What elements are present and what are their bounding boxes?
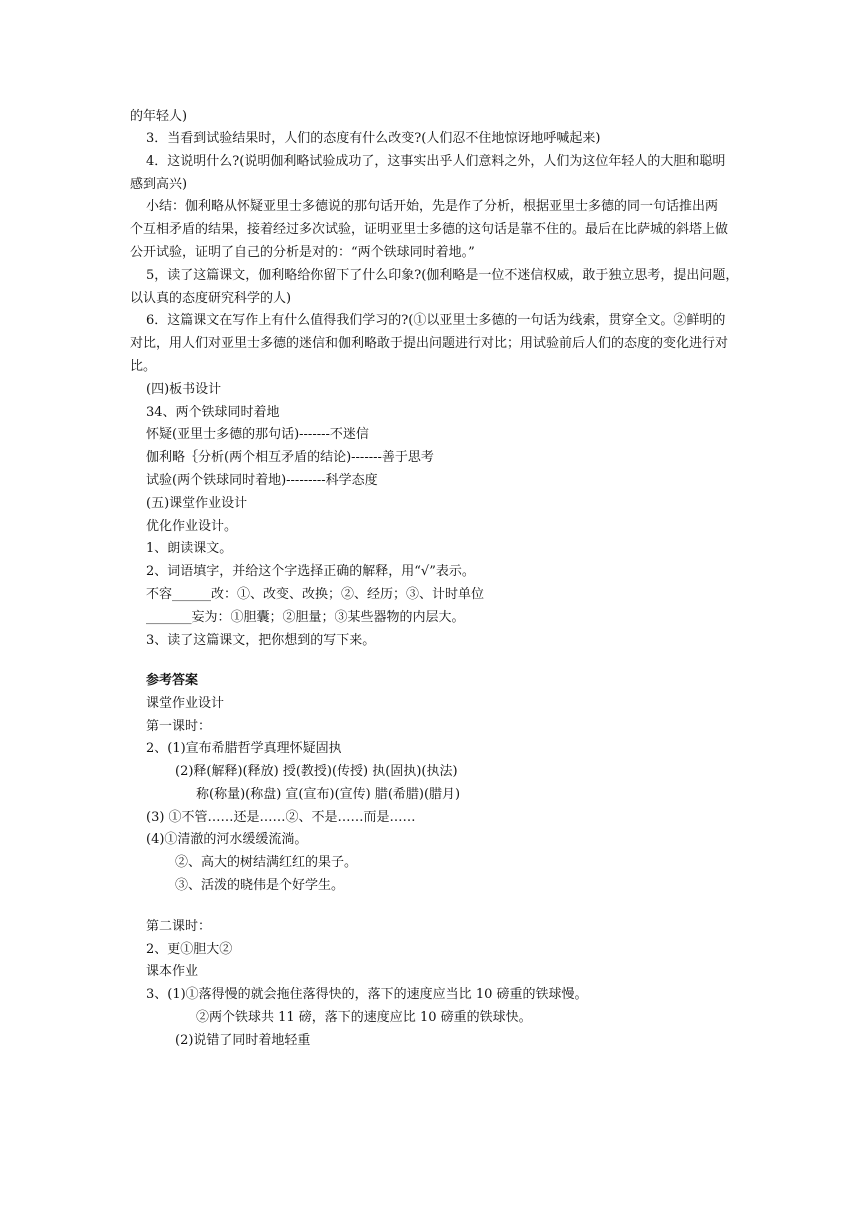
answer-line: ②、高大的树结满红红的果子。 [175, 855, 358, 870]
text-line: 第一课时： [146, 719, 212, 734]
answer-line: (4)①清澈的河水缓缓流淌。 [146, 832, 308, 847]
section-heading: (五)课堂作业设计 [146, 496, 248, 511]
answer-line: (2)释(解释)(释放) 授(教授)(传授) 执(固执)(执法) [175, 764, 458, 779]
board-line: 试验(两个铁球同时着地)---------科学态度 [146, 473, 378, 488]
answer-line: (2)说错了同时着地轻重 [175, 1033, 311, 1048]
board-line: 伽利略｛分析(两个相互矛盾的结论)-------善于思考 [146, 450, 434, 465]
exercise-line: 不容______改：①、改变、改换；②、经历；③、计时单位 [146, 587, 485, 602]
exercise-item: 1、朗读课文。 [146, 541, 233, 556]
text-line: 的年轻人) [130, 109, 188, 124]
exercise-line: _______妄为：①胆囊；②胆量；③某些器物的内层大。 [146, 610, 465, 625]
board-title: 34、两个铁球同时着地 [146, 405, 280, 420]
answer-line: 2、(1)宣布希腊哲学真理怀疑固执 [146, 741, 342, 756]
text-line: 感到高兴) [130, 177, 188, 192]
text-line: 以认真的态度研究科学的人) [130, 291, 292, 306]
question-3: 3．当看到试验结果时，人们的态度有什么改变?(人们忍不住地惊讶地呼喊起来) [146, 131, 601, 146]
text-line: 第二课时： [146, 919, 212, 934]
question-4: 4．这说明什么?(说明伽利略试验成功了，这事实出乎人们意料之外，人们为这位年轻人的大胆和聪明 [146, 154, 726, 169]
summary-line: 公开试验，证明了自己的分析是对的：“两个铁球同时着地。” [130, 245, 475, 260]
answer-line: 2、更①胆大② [146, 942, 233, 957]
section-heading: (四)板书设计 [146, 382, 222, 397]
question-5: 5，读了这篇课文，伽利略给你留下了什么印象?(伽利略是一位不迷信权威，敢于独立思考，提出问题， [146, 268, 739, 283]
text-line: 课堂作业设计 [146, 696, 225, 711]
text-line: 对比，用人们对亚里士多德的迷信和伽利略敢于提出问题进行对比；用试验前后人们的态度的变化进行对 [130, 336, 729, 351]
question-6: 6．这篇课文在写作上有什么值得我们学习的?(①以亚里士多德的一句话为线索，贯穿全文。②鲜明的 [146, 313, 726, 328]
summary-line: 个互相矛盾的结果，接着经过多次试验，证明亚里士多德的这句话是靠不住的。最后在比萨城的斜塔上做 [130, 222, 729, 237]
exercise-item: 3、读了这篇课文，把你想到的写下来。 [146, 633, 376, 648]
text-line: 优化作业设计。 [146, 519, 238, 534]
exercise-item: 2、词语填字，并给这个字选择正确的解释，用“√”表示。 [146, 564, 475, 579]
answers-heading: 参考答案 [146, 673, 199, 688]
answer-line: ③、活泼的晓伟是个好学生。 [175, 878, 345, 893]
summary-line: 小结：伽利略从怀疑亚里士多德说的那句话开始，先是作了分析，根据亚里士多德的同一句话推出两 [146, 199, 719, 214]
text-line: 比。 [130, 359, 157, 374]
answer-line: ②两个铁球共 11 磅，落下的速度应比 10 磅重的铁球快。 [196, 1010, 532, 1025]
answer-line: 称(称量)(称盘) 宣(宣布)(宣传) 腊(希腊)(腊月) [196, 787, 461, 802]
board-line: 怀疑(亚里士多德的那句话)-------不迷信 [146, 427, 369, 442]
answer-line: (3) ①不管……还是……②、不是……而是…… [146, 810, 416, 825]
answer-line: 3、(1)①落得慢的就会拖住落得快的，落下的速度应当比 10 磅重的铁球慢。 [146, 987, 588, 1002]
text-line: 课本作业 [146, 964, 199, 979]
